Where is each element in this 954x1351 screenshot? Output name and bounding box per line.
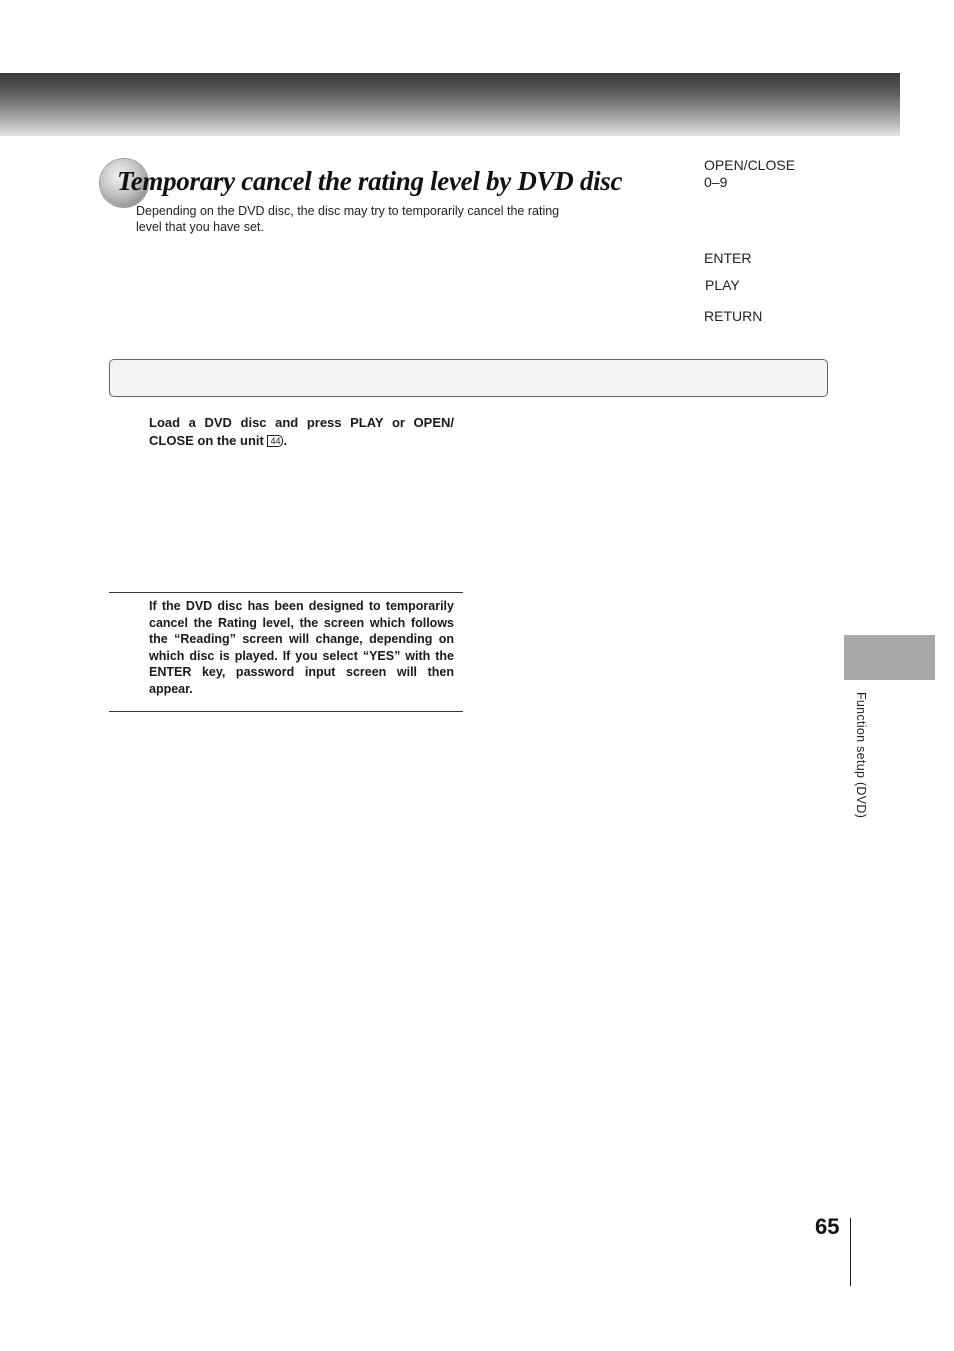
header-band (0, 73, 900, 136)
note-text: If the DVD disc has been designed to temporarily cancel the Rating level, the screen which follows the “Reading” screen will change, depending on which disc is played. If you select “YES” with the ENTER key, password input screen will then appear. (149, 599, 454, 696)
chapter-label: Function setup (DVD) (854, 692, 868, 819)
step-1 (149, 414, 454, 450)
note-rule-top (109, 592, 463, 593)
section-bar (109, 359, 828, 397)
key-return: RETURN (704, 308, 763, 324)
chapter-tab (844, 635, 935, 680)
step-1-end: . (283, 433, 288, 448)
key-open-close: OPEN/CLOSE (704, 157, 796, 173)
section-title: Temporary cancel the rating level by DVD disc (117, 166, 623, 196)
key-number: 0–9 (704, 174, 728, 190)
page-ref-icon: 44 (267, 435, 283, 447)
page-number-rule (850, 1218, 851, 1286)
step-1-text: Load a DVD disc and press PLAY or OPEN/ CLOSE on the unit (149, 415, 454, 448)
page-number: 65 (815, 1214, 840, 1239)
note-rule-bottom (109, 711, 463, 712)
key-play: PLAY (705, 277, 740, 293)
section-intro: Depending on the DVD disc, the disc may try to temporarily cancel the rating level that you have set. (136, 204, 560, 234)
key-enter: ENTER (704, 250, 752, 266)
